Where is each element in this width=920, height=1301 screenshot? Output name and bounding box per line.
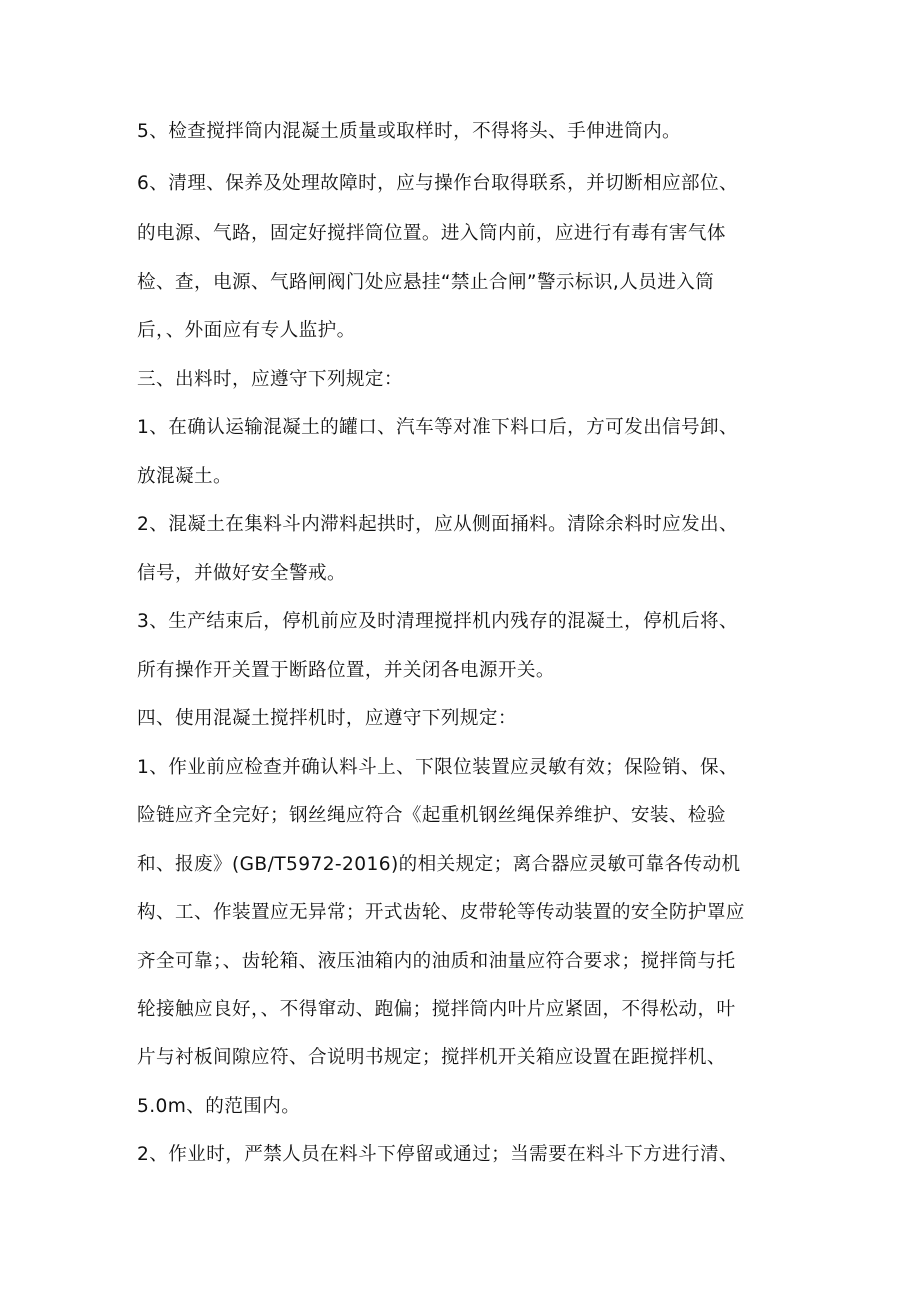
text-line-15: 险链应齐全完好；钢丝绳应符合《起重机钢丝绳保养维护、安装、检验 [137, 805, 726, 826]
text-line-12: 所有操作开关置于断路位置，并关闭各电源开关。 [137, 660, 555, 681]
text-line-20: 片与衬板间隙应符、合说明书规定；搅拌机开关箱应设置在距搅拌机、 [137, 1047, 726, 1068]
text-line-18: 齐全可靠；、齿轮箱、液压油箱内的油质和油量应符合要求；搅拌筒与托 [137, 951, 736, 972]
text-line-8: 放混凝土。 [137, 466, 232, 487]
text-line-14: 1、作业前应检查并确认料斗上、下限位装置应灵敏有效；保险销、保、 [137, 757, 739, 778]
text-line-4: 检、查，电源、气路闸阀门处应悬挂“禁止合闸”警示标识,人员进入筒 [137, 272, 715, 293]
text-line-7: 1、在确认运输混凝土的罐口、汽车等对准下料口后，方可发出信号卸、 [137, 417, 739, 438]
section-heading-4: 四、使用混凝土搅拌机时，应遵守下列规定： [137, 708, 517, 729]
text-line-16: 和、报废》(GB/T5972-2016)的相关规定；离合器应灵敏可靠各传动机 [137, 854, 741, 875]
text-line-22: 2、作业时，严禁人员在料斗下停留或通过；当需要在料斗下方进行清、 [137, 1144, 739, 1165]
text-line-10: 信号，并做好安全警戒。 [137, 563, 346, 584]
section-heading-3: 三、出料时，应遵守下列规定： [137, 369, 403, 390]
text-line-17: 构、工、作装置应无异常；开式齿轮、皮带轮等传动装置的安全防护罩应 [137, 902, 745, 923]
text-line-2: 6、清理、保养及处理故障时，应与操作台取得联系，并切断相应部位、 [137, 173, 739, 194]
text-line-9: 2、混凝土在集料斗内滞料起拱时，应从侧面捅料。清除余料时应发出、 [137, 514, 739, 535]
text-line-21: 5.0m、的范围内。 [137, 1096, 301, 1117]
text-line-19: 轮接触应良好，、不得窜动、跑偏；搅拌筒内叶片应紧固，不得松动，叶 [137, 999, 736, 1020]
text-line-11: 3、生产结束后，停机前应及时清理搅拌机内残存的混凝土，停机后将、 [137, 611, 739, 632]
text-line-1: 5、检查搅拌筒内混凝土质量或取样时，不得将头、手伸进筒内。 [137, 121, 682, 142]
text-line-5: 后，、外面应有专人监护。 [137, 320, 356, 341]
text-line-3: 的电源、气路，固定好搅拌筒位置。进入筒内前，应进行有毒有害气体 [137, 223, 726, 244]
